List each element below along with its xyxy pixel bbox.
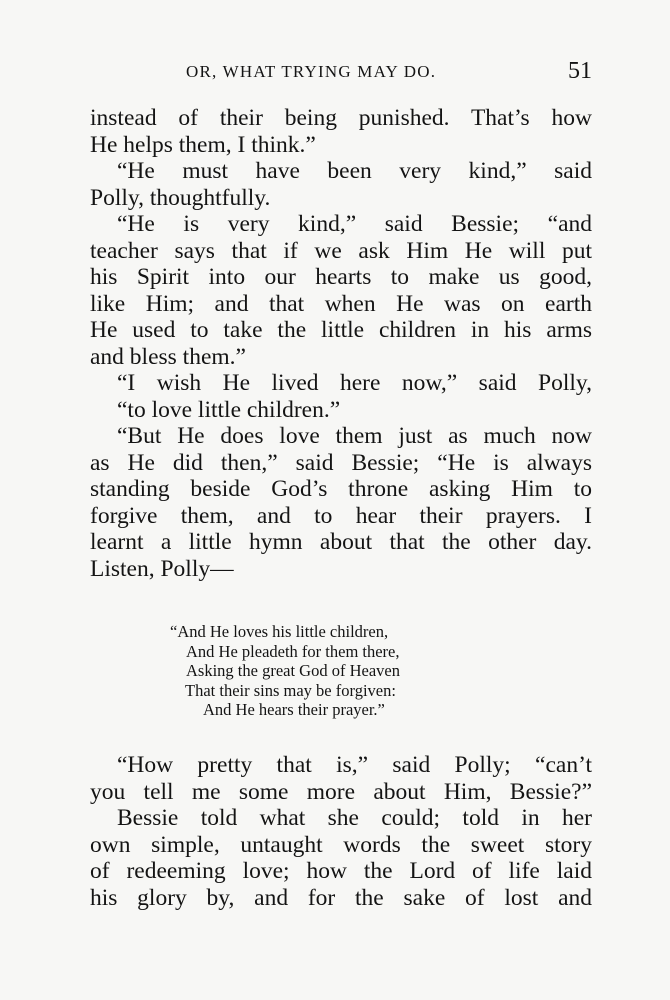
running-title: OR, WHAT TRYING MAY DO. [186, 62, 437, 81]
text-line: his glory by, and for the sake of lost and [90, 884, 592, 911]
text-line: He used to take the little children in his arms [90, 317, 592, 343]
text-line: Listen, Polly— [90, 555, 234, 582]
text-line: Polly, thoughtfully. [90, 184, 271, 211]
text-line: as He did then,” said Bessie; “He is always [90, 449, 592, 476]
text-line: “He must have been very kind,” said [117, 158, 592, 184]
text-line: teacher says that if we ask Him He will put [90, 237, 592, 264]
running-head [90, 58, 592, 90]
text-line: and bless them.” [90, 343, 246, 370]
text-line: you tell me some more about Him, Bessie?” [90, 778, 592, 805]
poem-line: “And He loves his little children, [170, 622, 389, 641]
text-line: like Him; and that when He was on earth [90, 290, 592, 317]
text-line: “I wish He lived here now,” said Polly, [117, 370, 592, 396]
hymn-quote [170, 622, 500, 720]
body-text-lower [90, 752, 592, 911]
text-line: “But He does love them just as much now [117, 423, 592, 449]
text-line: instead of their being punished. That’s how [90, 105, 592, 131]
text-line: learnt a little hymn about that the other day. [90, 529, 592, 555]
text-line: “to love little children.” [117, 396, 341, 423]
text-line: standing beside God’s throne asking Him to [90, 476, 592, 502]
text-line: forgive them, and to hear their prayers. I [90, 502, 592, 529]
page-number: 51 [568, 58, 592, 84]
body-text-upper [90, 105, 592, 582]
text-line: of redeeming love; how the Lord of life laid [90, 858, 592, 884]
text-line: “He is very kind,” said Bessie; “and [117, 211, 592, 237]
poem-line: And He pleadeth for them there, [186, 641, 400, 661]
text-line: own simple, untaught words the sweet story [90, 831, 592, 858]
poem-line: That their sins may be forgiven: [185, 680, 396, 700]
poem-line: Asking the great God of Heaven [186, 661, 400, 680]
text-line: Bessie told what she could; told in her [117, 805, 592, 831]
poem-line: And He hears their prayer.” [203, 700, 385, 719]
text-line: He helps them, I think.” [90, 131, 316, 158]
text-line: his Spirit into our hearts to make us good, [90, 264, 592, 290]
text-line: “How pretty that is,” said Polly; “can’t [117, 752, 592, 778]
